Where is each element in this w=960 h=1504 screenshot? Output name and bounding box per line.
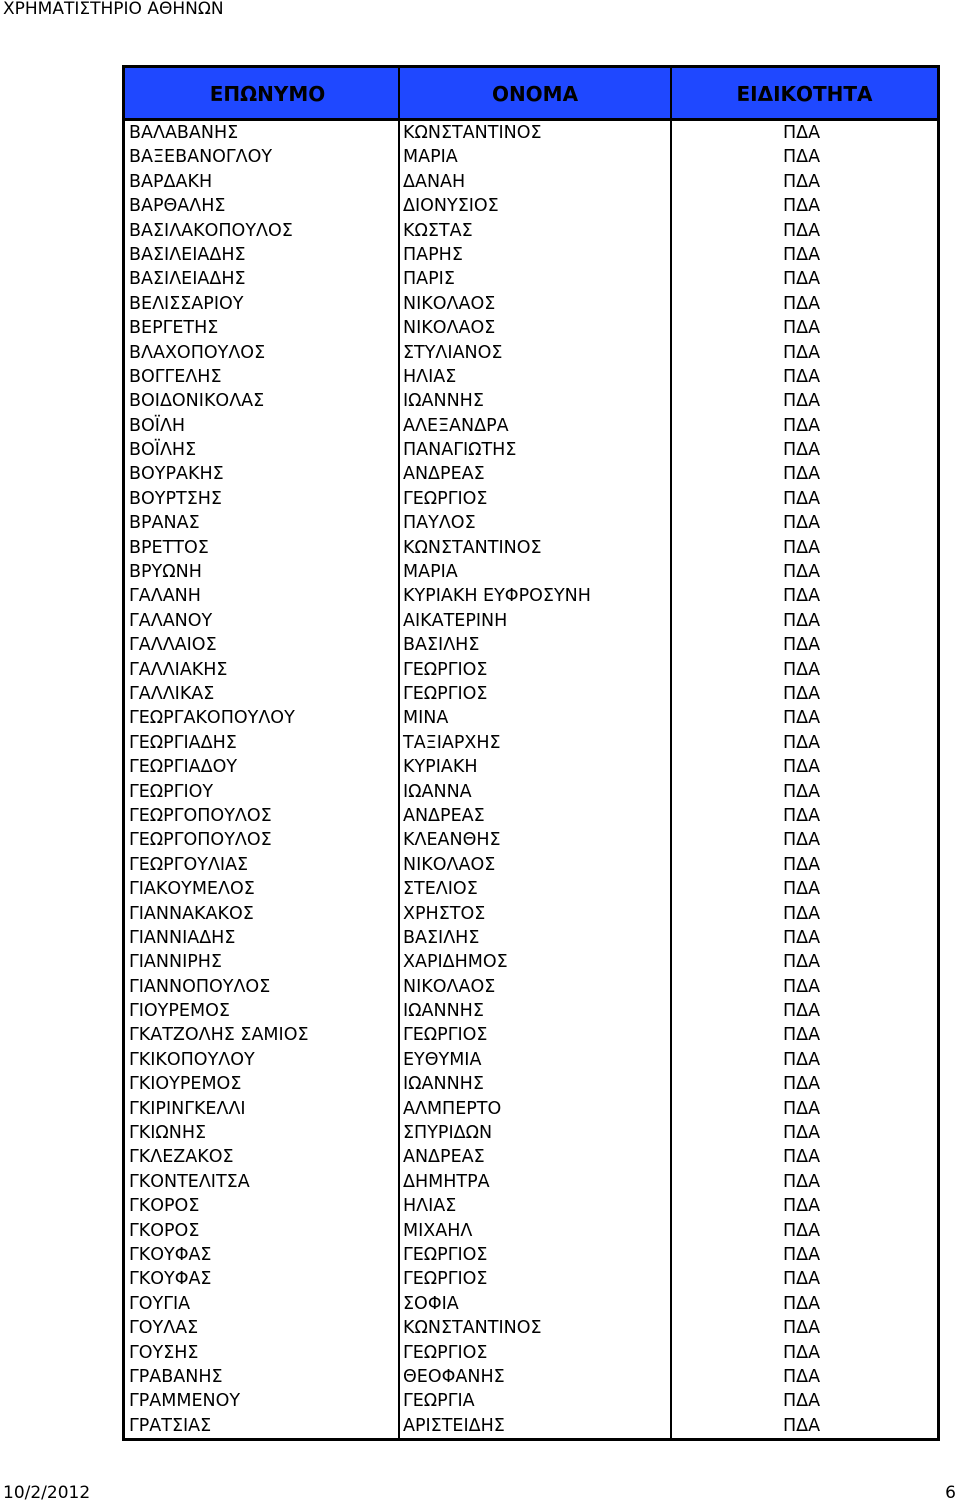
specialty-cell: ΠΔΑ	[783, 1391, 821, 1412]
first-name-cell: ΕΥΘΥΜΙΑ	[400, 1048, 672, 1072]
surname-cell: ΒΛΑΧΟΠΟΥΛΟΣ	[125, 341, 400, 365]
surname-cell: ΒΑΡΘΑΛΗΣ	[125, 194, 400, 218]
specialty-cell: ΠΔΑ	[783, 1123, 821, 1144]
table-row	[125, 194, 937, 218]
table-row	[125, 438, 937, 462]
specialty-cell: ΠΔΑ	[783, 366, 821, 387]
table-row	[125, 1170, 937, 1194]
first-name-cell: ΒΑΣΙΛΗΣ	[400, 633, 672, 657]
surname-cell: ΓΕΩΡΓΑΚΟΠΟΥΛΟΥ	[125, 706, 400, 730]
surname-cell: ΓΚΟΥΦΑΣ	[125, 1243, 400, 1267]
first-name-cell: ΝΙΚΟΛΑΟΣ	[400, 853, 672, 877]
specialty-cell: ΠΔΑ	[783, 1171, 821, 1192]
specialty-cell: ΠΔΑ	[783, 927, 821, 948]
surname-cell: ΒΟΪΛΗ	[125, 414, 400, 438]
first-name-cell: ΝΙΚΟΛΑΟΣ	[400, 316, 672, 340]
specialty-cell: ΠΔΑ	[783, 610, 821, 631]
table-row	[125, 1145, 937, 1169]
column-header-surname: ΕΠΩΝΥΜΟ	[125, 68, 400, 118]
table-header-row	[125, 68, 937, 121]
surname-cell: ΓΚΙΟΥΡΕΜΟΣ	[125, 1072, 400, 1096]
table-row	[125, 414, 937, 438]
specialty-cell: ΠΔΑ	[783, 1196, 821, 1217]
specialty-cell: ΠΔΑ	[783, 147, 821, 168]
table-row	[125, 389, 937, 413]
specialty-cell: ΠΔΑ	[783, 635, 821, 656]
surname-cell: ΓΟΥΓΙΑ	[125, 1292, 400, 1316]
table-row	[125, 609, 937, 633]
first-name-cell: ΓΕΩΡΓΙΟΣ	[400, 658, 672, 682]
first-name-cell: ΑΝΔΡΕΑΣ	[400, 462, 672, 486]
surname-cell: ΓΟΥΛΑΣ	[125, 1316, 400, 1340]
surname-cell: ΓΡΑΤΣΙΑΣ	[125, 1414, 400, 1438]
first-name-cell: ΚΩΝΣΤΑΝΤΙΝΟΣ	[400, 1316, 672, 1340]
first-name-cell: ΙΩΑΝΝΗΣ	[400, 389, 672, 413]
surname-cell: ΓΚΑΤΖΟΛΗΣ ΣΑΜΙΟΣ	[125, 1023, 400, 1047]
surname-cell: ΒΡΥΩΝΗ	[125, 560, 400, 584]
first-name-cell: ΚΩΝΣΤΑΝΤΙΝΟΣ	[400, 121, 672, 145]
first-name-cell: ΧΑΡΙΔΗΜΟΣ	[400, 950, 672, 974]
surname-cell: ΓΑΛΛΑΙΟΣ	[125, 633, 400, 657]
first-name-cell: ΔΙΟΝΥΣΙΟΣ	[400, 194, 672, 218]
specialty-cell: ΠΔΑ	[783, 1318, 821, 1339]
surname-cell: ΒΑΛΑΒΑΝΗΣ	[125, 121, 400, 145]
first-name-cell: ΣΠΥΡΙΔΩΝ	[400, 1121, 672, 1145]
table-row	[125, 1341, 937, 1365]
table-row	[125, 706, 937, 730]
table-row	[125, 1219, 937, 1243]
table-row	[125, 1097, 937, 1121]
surname-cell: ΓΚΟΡΟΣ	[125, 1194, 400, 1218]
first-name-cell: ΝΙΚΟΛΑΟΣ	[400, 975, 672, 999]
specialty-cell: ΠΔΑ	[783, 1342, 821, 1363]
specialty-cell: ΠΔΑ	[783, 586, 821, 607]
table-row	[125, 633, 937, 657]
specialty-cell: ΠΔΑ	[783, 952, 821, 973]
surname-cell: ΓΚΟΥΦΑΣ	[125, 1267, 400, 1291]
surname-cell: ΒΟΓΓΕΛΗΣ	[125, 365, 400, 389]
table-row	[125, 292, 937, 316]
first-name-cell: ΑΛΕΞΑΝΔΡΑ	[400, 414, 672, 438]
first-name-cell: ΜΙΧΑΗΛ	[400, 1219, 672, 1243]
first-name-cell: ΘΕΟΦΑΝΗΣ	[400, 1365, 672, 1389]
specialty-cell: ΠΔΑ	[783, 171, 821, 192]
specialty-cell: ΠΔΑ	[783, 976, 821, 997]
first-name-cell: ΙΩΑΝΝΗΣ	[400, 1072, 672, 1096]
page-title: ΧΡΗΜΑΤΙΣΤΗΡΙΟ ΑΘΗΝΩΝ	[3, 0, 224, 19]
specialty-cell: ΠΔΑ	[783, 488, 821, 509]
first-name-cell: ΗΛΙΑΣ	[400, 1194, 672, 1218]
first-name-cell: ΤΑΞΙΑΡΧΗΣ	[400, 731, 672, 755]
table-row	[125, 804, 937, 828]
specialty-cell: ΠΔΑ	[783, 513, 821, 534]
surname-cell: ΓΙΟΥΡΕΜΟΣ	[125, 999, 400, 1023]
first-name-cell: ΒΑΣΙΛΗΣ	[400, 926, 672, 950]
table-row	[125, 877, 937, 901]
first-name-cell: ΚΩΣΤΑΣ	[400, 219, 672, 243]
first-name-cell: ΓΕΩΡΓΙΟΣ	[400, 1267, 672, 1291]
specialty-cell: ΠΔΑ	[783, 659, 821, 680]
first-name-cell: ΣΟΦΙΑ	[400, 1292, 672, 1316]
surname-cell: ΒΕΛΙΣΣΑΡΙΟΥ	[125, 292, 400, 316]
specialty-cell: ΠΔΑ	[783, 1220, 821, 1241]
surname-cell: ΓΕΩΡΓΙΑΔΟΥ	[125, 755, 400, 779]
first-name-cell: ΠΑΡΙΣ	[400, 267, 672, 291]
first-name-cell: ΜΑΡΙΑ	[400, 145, 672, 169]
specialty-cell: ΠΔΑ	[783, 293, 821, 314]
first-name-cell: ΙΩΑΝΝΗΣ	[400, 999, 672, 1023]
surname-cell: ΒΕΡΓΕΤΗΣ	[125, 316, 400, 340]
first-name-cell: ΑΙΚΑΤΕΡΙΝΗ	[400, 609, 672, 633]
specialty-cell: ΠΔΑ	[783, 1244, 821, 1265]
surname-cell: ΓΑΛΑΝΟΥ	[125, 609, 400, 633]
surname-cell: ΓΕΩΡΓΟΥΛΙΑΣ	[125, 853, 400, 877]
specialty-cell: ΠΔΑ	[783, 391, 821, 412]
table-row	[125, 219, 937, 243]
table-row	[125, 1267, 937, 1291]
table-row	[125, 145, 937, 169]
first-name-cell: ΔΗΜΗΤΡΑ	[400, 1170, 672, 1194]
table-row	[125, 853, 937, 877]
surname-cell: ΓΙΑΚΟΥΜΕΛΟΣ	[125, 877, 400, 901]
first-name-cell: ΠΑΥΛΟΣ	[400, 511, 672, 535]
surname-cell: ΓΙΑΝΝΟΠΟΥΛΟΣ	[125, 975, 400, 999]
first-name-cell: ΜΙΝΑ	[400, 706, 672, 730]
first-name-cell: ΑΝΔΡΕΑΣ	[400, 804, 672, 828]
surname-cell: ΓΡΑΒΑΝΗΣ	[125, 1365, 400, 1389]
table-row	[125, 316, 937, 340]
table-row	[125, 902, 937, 926]
specialty-cell: ΠΔΑ	[783, 562, 821, 583]
first-name-cell: ΣΤΕΛΙΟΣ	[400, 877, 672, 901]
column-header-specialty: ΕΙΔΙΚΟΤΗΤΑ	[736, 82, 873, 106]
specialty-cell: ΠΔΑ	[783, 683, 821, 704]
surname-cell: ΓΕΩΡΓΟΠΟΥΛΟΣ	[125, 828, 400, 852]
specialty-cell: ΠΔΑ	[783, 1269, 821, 1290]
table-row	[125, 731, 937, 755]
table-row	[125, 1292, 937, 1316]
table-row	[125, 1389, 937, 1413]
specialty-cell: ΠΔΑ	[783, 196, 821, 217]
first-name-cell: ΓΕΩΡΓΙΟΣ	[400, 1243, 672, 1267]
table-row	[125, 828, 937, 852]
table-row	[125, 560, 937, 584]
table-row	[125, 511, 937, 535]
first-name-cell: ΠΑΝΑΓΙΩΤΗΣ	[400, 438, 672, 462]
surname-cell: ΓΕΩΡΓΙΑΔΗΣ	[125, 731, 400, 755]
specialty-cell: ΠΔΑ	[783, 1025, 821, 1046]
table-row	[125, 1365, 937, 1389]
table-body	[125, 121, 937, 1438]
footer-date: 10/2/2012	[3, 1483, 91, 1503]
specialty-cell: ΠΔΑ	[783, 732, 821, 753]
first-name-cell: ΑΡΙΣΤΕΙΔΗΣ	[400, 1414, 672, 1438]
surname-cell: ΓΚΛΕΖΑΚΟΣ	[125, 1145, 400, 1169]
first-name-cell: ΓΕΩΡΓΙΟΣ	[400, 1341, 672, 1365]
table-row	[125, 1243, 937, 1267]
specialty-cell: ΠΔΑ	[783, 1074, 821, 1095]
specialty-cell: ΠΔΑ	[783, 244, 821, 265]
specialty-cell: ΠΔΑ	[783, 1293, 821, 1314]
surname-cell: ΓΡΑΜΜΕΝΟΥ	[125, 1389, 400, 1413]
specialty-cell: ΠΔΑ	[783, 781, 821, 802]
surname-cell: ΓΚΙΩΝΗΣ	[125, 1121, 400, 1145]
table-row	[125, 975, 937, 999]
table-row	[125, 1048, 937, 1072]
specialty-cell: ΠΔΑ	[783, 830, 821, 851]
table-row	[125, 682, 937, 706]
first-name-cell: ΙΩΑΝΝΑ	[400, 780, 672, 804]
surname-cell: ΓΚΟΡΟΣ	[125, 1219, 400, 1243]
table-row	[125, 584, 937, 608]
surname-cell: ΒΑΣΙΛΕΙΑΔΗΣ	[125, 267, 400, 291]
first-name-cell: ΠΑΡΗΣ	[400, 243, 672, 267]
first-name-cell: ΓΕΩΡΓΙΑ	[400, 1389, 672, 1413]
table-row	[125, 170, 937, 194]
surname-cell: ΒΑΞΕΒΑΝΟΓΛΟΥ	[125, 145, 400, 169]
first-name-cell: ΑΛΜΠΕΡΤΟ	[400, 1097, 672, 1121]
table-row	[125, 1194, 937, 1218]
table-row	[125, 1121, 937, 1145]
surname-cell: ΓΑΛΛΙΑΚΗΣ	[125, 658, 400, 682]
table-row	[125, 999, 937, 1023]
surname-cell: ΒΟΥΡΑΚΗΣ	[125, 462, 400, 486]
table-row	[125, 780, 937, 804]
specialty-cell: ΠΔΑ	[783, 757, 821, 778]
surname-cell: ΓΚΟΝΤΕΛΙΤΣΑ	[125, 1170, 400, 1194]
surname-cell: ΒΟΙΔΟΝΙΚΟΛΑΣ	[125, 389, 400, 413]
specialty-cell: ΠΔΑ	[783, 1098, 821, 1119]
specialty-cell: ΠΔΑ	[783, 1366, 821, 1387]
surname-cell: ΓΙΑΝΝΙΡΗΣ	[125, 950, 400, 974]
surname-cell: ΓΚΙΚΟΠΟΥΛΟΥ	[125, 1048, 400, 1072]
surname-cell: ΒΑΣΙΛΑΚΟΠΟΥΛΟΣ	[125, 219, 400, 243]
first-name-cell: ΚΥΡΙΑΚΗ ΕΥΦΡΟΣΥΝΗ	[400, 584, 672, 608]
specialty-cell: ΠΔΑ	[783, 220, 821, 241]
surname-cell: ΒΟΥΡΤΣΗΣ	[125, 487, 400, 511]
table-row	[125, 243, 937, 267]
surname-cell: ΓΕΩΡΓΟΠΟΥΛΟΣ	[125, 804, 400, 828]
specialty-cell: ΠΔΑ	[783, 879, 821, 900]
table-row	[125, 755, 937, 779]
surname-cell: ΓΕΩΡΓΙΟΥ	[125, 780, 400, 804]
first-name-cell: ΚΥΡΙΑΚΗ	[400, 755, 672, 779]
table-row	[125, 267, 937, 291]
first-name-cell: ΚΩΝΣΤΑΝΤΙΝΟΣ	[400, 536, 672, 560]
specialty-cell: ΠΔΑ	[783, 903, 821, 924]
table-row	[125, 1414, 937, 1438]
specialty-cell: ΠΔΑ	[783, 342, 821, 363]
surname-cell: ΒΑΣΙΛΕΙΑΔΗΣ	[125, 243, 400, 267]
first-name-cell: ΓΕΩΡΓΙΟΣ	[400, 682, 672, 706]
table-row	[125, 1023, 937, 1047]
first-name-cell: ΔΑΝΑΗ	[400, 170, 672, 194]
table-row	[125, 1316, 937, 1340]
surname-cell: ΒΟΪΛΗΣ	[125, 438, 400, 462]
table-row	[125, 365, 937, 389]
specialty-cell: ΠΔΑ	[783, 269, 821, 290]
surname-cell: ΒΑΡΔΑΚΗ	[125, 170, 400, 194]
specialty-cell: ΠΔΑ	[783, 318, 821, 339]
surname-cell: ΓΚΙΡΙΝΓΚΕΛΛΙ	[125, 1097, 400, 1121]
specialty-cell: ΠΔΑ	[783, 537, 821, 558]
staff-table	[122, 65, 940, 1441]
first-name-cell: ΚΛΕΑΝΘΗΣ	[400, 828, 672, 852]
table-row	[125, 121, 937, 145]
surname-cell: ΓΙΑΝΝΙΑΔΗΣ	[125, 926, 400, 950]
page-number: 6	[945, 1483, 956, 1503]
specialty-cell: ΠΔΑ	[783, 805, 821, 826]
specialty-cell: ΠΔΑ	[783, 854, 821, 875]
table-row	[125, 950, 937, 974]
table-row	[125, 926, 937, 950]
first-name-cell: ΣΤΥΛΙΑΝΟΣ	[400, 341, 672, 365]
specialty-cell: ΠΔΑ	[783, 1049, 821, 1070]
specialty-cell: ΠΔΑ	[783, 464, 821, 485]
surname-cell: ΓΑΛΑΝΗ	[125, 584, 400, 608]
first-name-cell: ΗΛΙΑΣ	[400, 365, 672, 389]
table-row	[125, 658, 937, 682]
table-row	[125, 341, 937, 365]
column-header-first-name: ΟΝΟΜΑ	[400, 68, 672, 118]
specialty-cell: ΠΔΑ	[783, 123, 821, 143]
specialty-cell: ΠΔΑ	[783, 415, 821, 436]
specialty-cell: ΠΔΑ	[783, 708, 821, 729]
first-name-cell: ΓΕΩΡΓΙΟΣ	[400, 1023, 672, 1047]
surname-cell: ΓΙΑΝΝΑΚΑΚΟΣ	[125, 902, 400, 926]
surname-cell: ΓΑΛΛΙΚΑΣ	[125, 682, 400, 706]
specialty-cell: ΠΔΑ	[783, 440, 821, 461]
specialty-cell: ΠΔΑ	[783, 1415, 821, 1436]
surname-cell: ΒΡΕΤΤΟΣ	[125, 536, 400, 560]
surname-cell: ΒΡΑΝΑΣ	[125, 511, 400, 535]
table-row	[125, 536, 937, 560]
specialty-cell: ΠΔΑ	[783, 1001, 821, 1022]
table-row	[125, 462, 937, 486]
table-row	[125, 487, 937, 511]
first-name-cell: ΓΕΩΡΓΙΟΣ	[400, 487, 672, 511]
first-name-cell: ΧΡΗΣΤΟΣ	[400, 902, 672, 926]
first-name-cell: ΜΑΡΙΑ	[400, 560, 672, 584]
specialty-cell: ΠΔΑ	[783, 1147, 821, 1168]
surname-cell: ΓΟΥΣΗΣ	[125, 1341, 400, 1365]
first-name-cell: ΝΙΚΟΛΑΟΣ	[400, 292, 672, 316]
table-row	[125, 1072, 937, 1096]
first-name-cell: ΑΝΔΡΕΑΣ	[400, 1145, 672, 1169]
